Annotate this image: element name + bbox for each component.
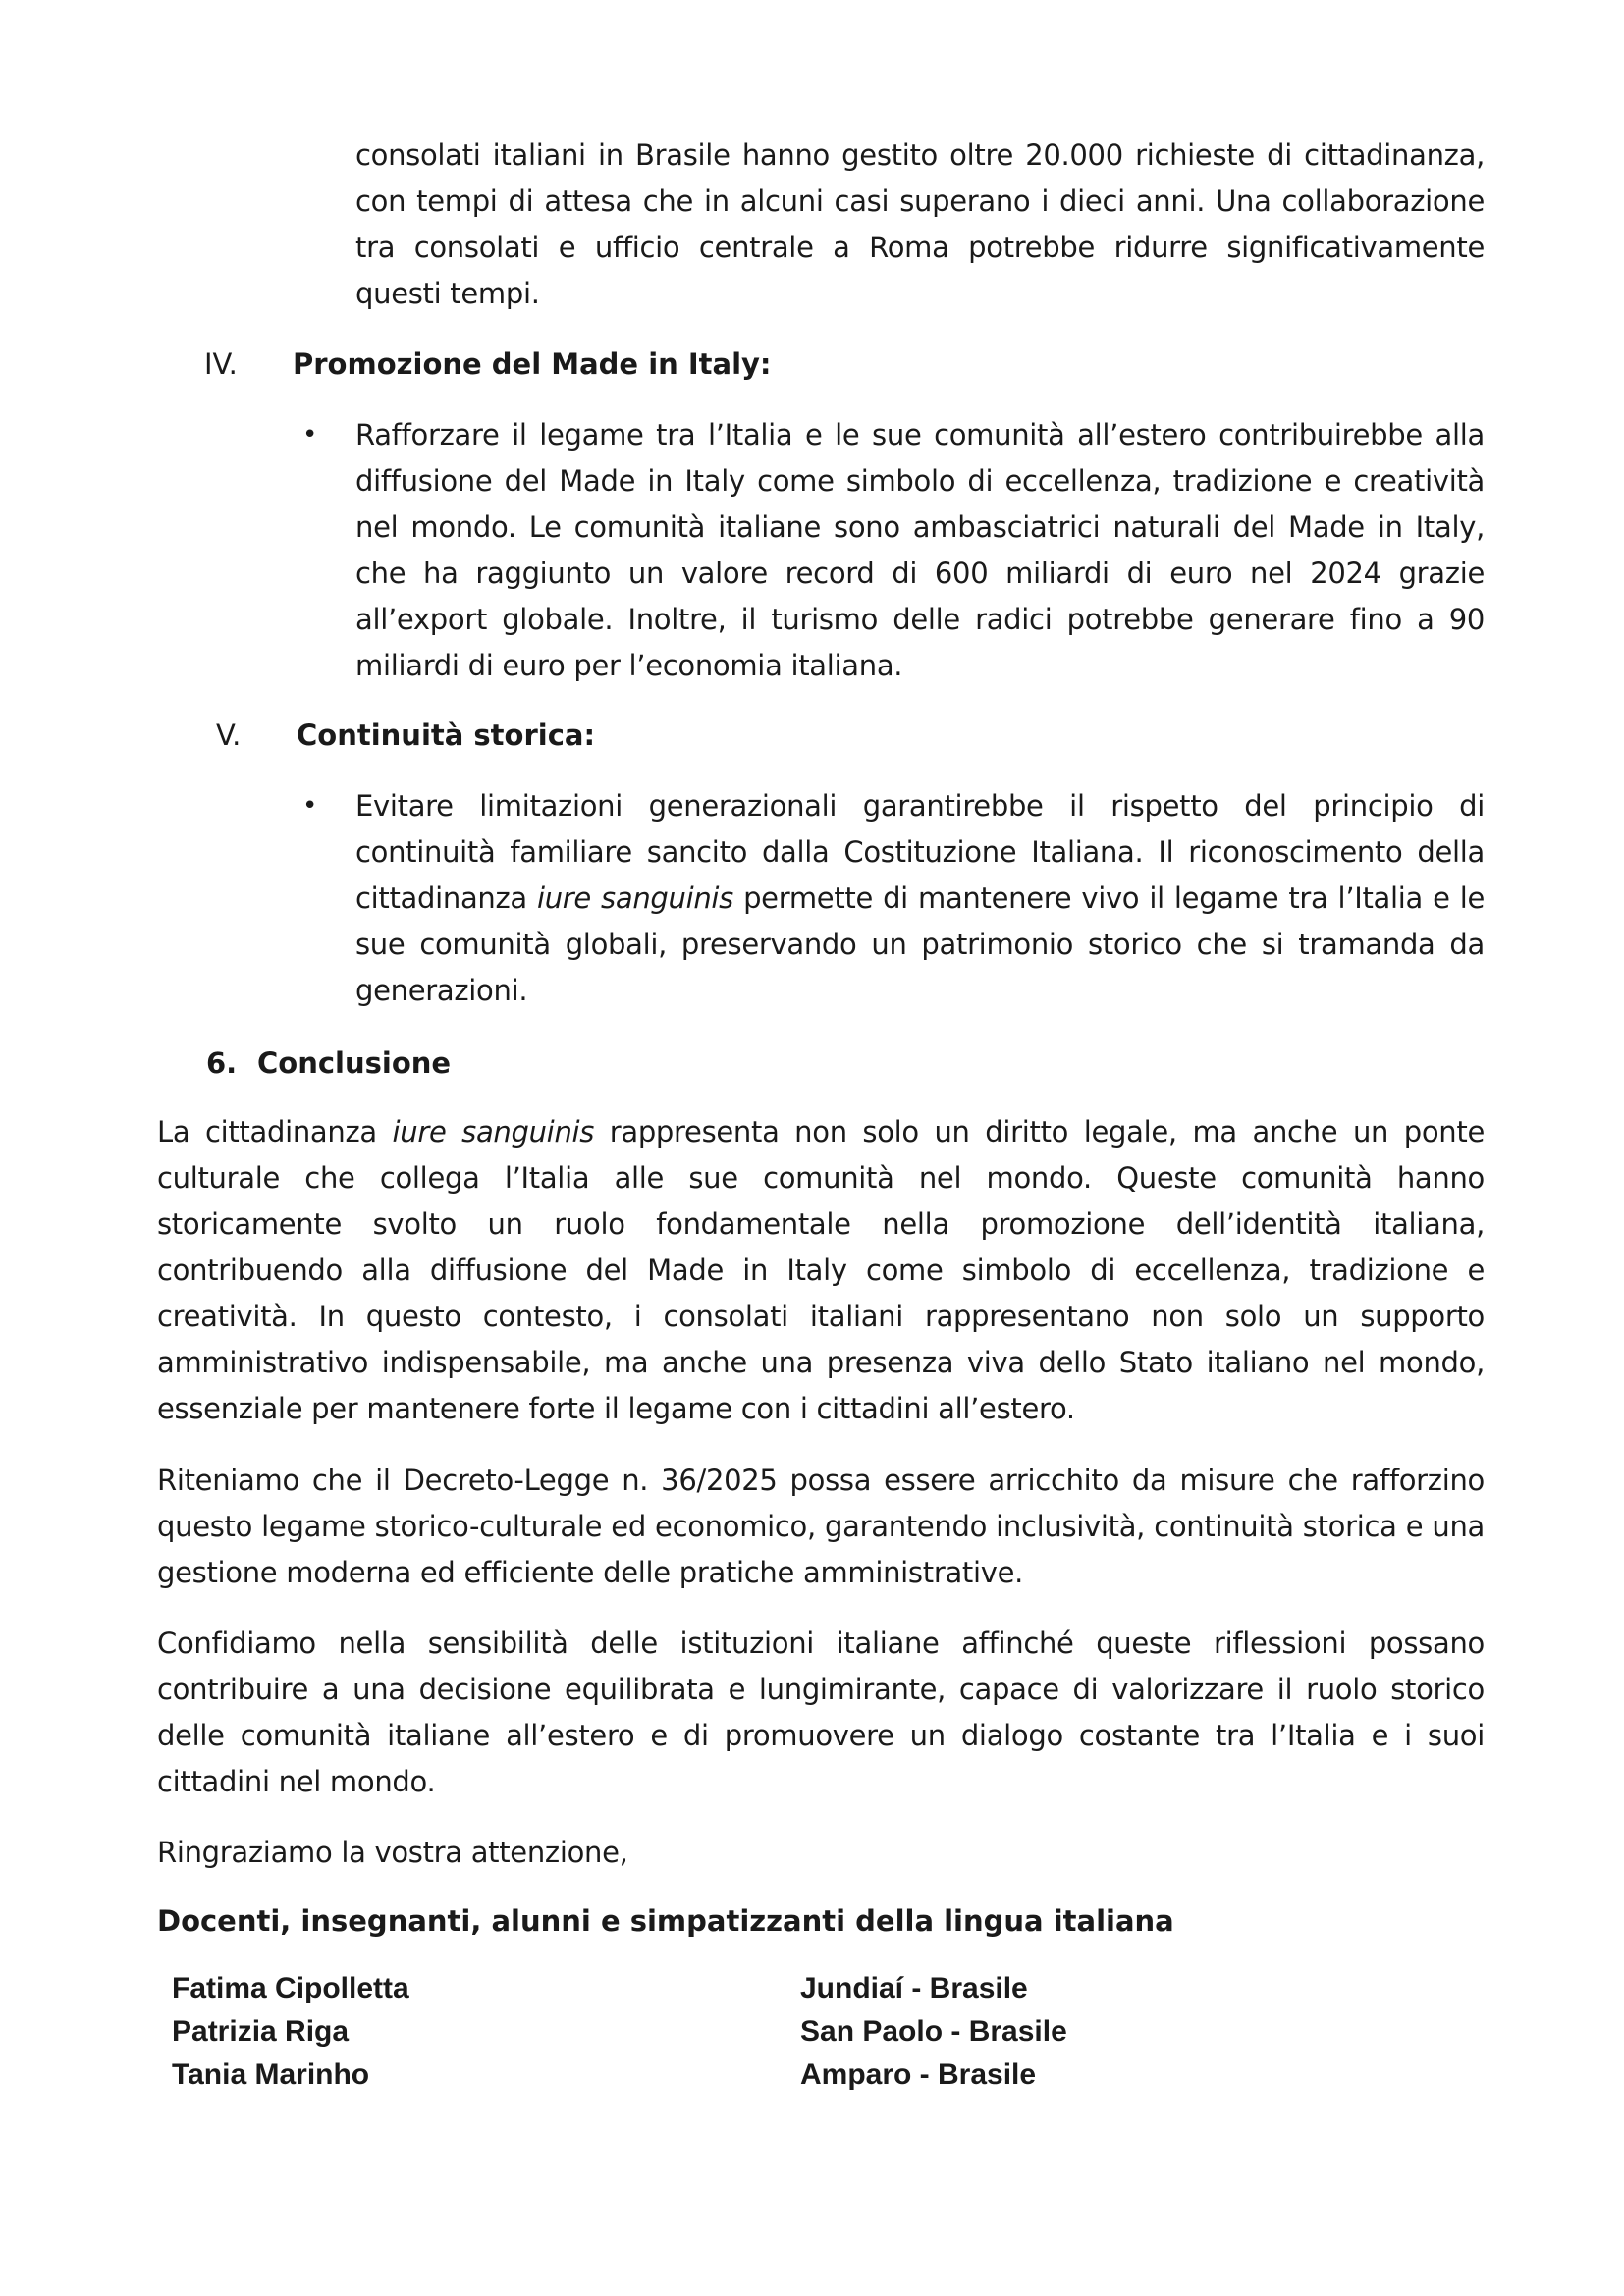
signatory-name: Fatima Cipolletta xyxy=(172,1972,409,2004)
signature-heading: Docenti, insegnanti, alunni e simpatizzanti della lingua italiana xyxy=(157,1904,1174,1938)
closing-line: Ringraziamo la vostra attenzione, xyxy=(157,1836,628,1869)
item-4-bullet: • xyxy=(302,420,318,450)
signatory-place: Jundiaí - Brasile xyxy=(800,1972,1028,2004)
item-5-numeral: V. xyxy=(216,719,242,752)
item-4-heading: Promozione del Made in Italy: xyxy=(293,347,772,381)
signatory-place: Amparo - Brasile xyxy=(800,2058,1037,2091)
item-4-numeral: IV. xyxy=(204,347,238,381)
signatory-name: Patrizia Riga xyxy=(172,2015,350,2048)
section-6-number: 6. xyxy=(206,1046,238,1080)
item-5-italic-term: iure sanguinis xyxy=(536,881,733,915)
signatory-name: Tania Marinho xyxy=(172,2058,370,2091)
signatory-place: San Paolo - Brasile xyxy=(800,2015,1067,2048)
conclusion-paragraph-3: Confidiamo nella sensibilità delle istituzioni italiane affinché queste riflessioni possano contribuire a una decisione equilibrata e lungimirante, capace di valorizzare il ruolo storico delle comunità italiane all’estero e di promuovere un dialogo costante tra l’Italia e i suoi cittadini nel mondo. xyxy=(157,1627,1485,1798)
conclusion-paragraph-2: Riteniamo che il Decreto-Legge n. 36/2025 possa essere arricchito da misure che rafforzino questo legame storico-culturale ed economico, garantendo inclusività, continuità storica e una gestione moderna ed efficiente delle pratiche amministrative. xyxy=(157,1464,1485,1589)
item-4-text: Rafforzare il legame tra l’Italia e le sue comunità all’estero contribuirebbe alla diffusione del Made in Italy come simbolo di eccellenza, tradizione e creatività nel mondo. Le comunità italiane sono ambasciatrici naturali del Made in Italy, che ha raggiunto un valore record di 600 miliardi di euro nel 2024 grazie all’export globale. Inoltre, il turismo delle radici potrebbe generare fino a 90 miliardi di euro per l’economia italiana. xyxy=(355,418,1485,682)
conclusion-paragraph-1: La cittadinanza iure sanguinis rappresenta non solo un diritto legale, ma anche un ponte culturale che collega l’Italia alle sue comunità nel mondo. Queste comunità hanno storicamente svolto un ruolo fondamentale nella promozione dell’identità italiana, contribuendo alla diffusione del Made in Italy come simbolo di eccellenza, tradizione e creatività. In questo contesto, i consolati italiani rappresentano non solo un supporto amministrativo indispensabile, ma anche una presenza viva dello Stato italiano nel mondo, essenziale per mantenere forte il legame con i cittadini all’estero. xyxy=(157,1115,1485,1425)
paragraph-1-italic-term: iure sanguinis xyxy=(392,1115,595,1148)
item-5-bullet: • xyxy=(302,791,318,821)
item-5-heading: Continuità storica: xyxy=(297,719,596,752)
item-5-text: Evitare limitazioni generazionali garantirebbe il rispetto del principio di continuità familiare sancito dalla Costituzione Italiana. Il riconoscimento della cittadinanza iure sanguinis permette di mantenere vivo il legame tra l’Italia e le sue comunità globali, preservando un patrimonio storico che si tramanda da generazioni. xyxy=(355,789,1485,1007)
item-3-continuation: consolati italiani in Brasile hanno gestito oltre 20.000 richieste di cittadinanza, con tempi di attesa che in alcuni casi superano i dieci anni. Una collaborazione tra consolati e ufficio centrale a Roma potrebbe ridurre significativamente questi tempi. xyxy=(355,138,1485,310)
section-6-title: Conclusione xyxy=(257,1046,452,1080)
